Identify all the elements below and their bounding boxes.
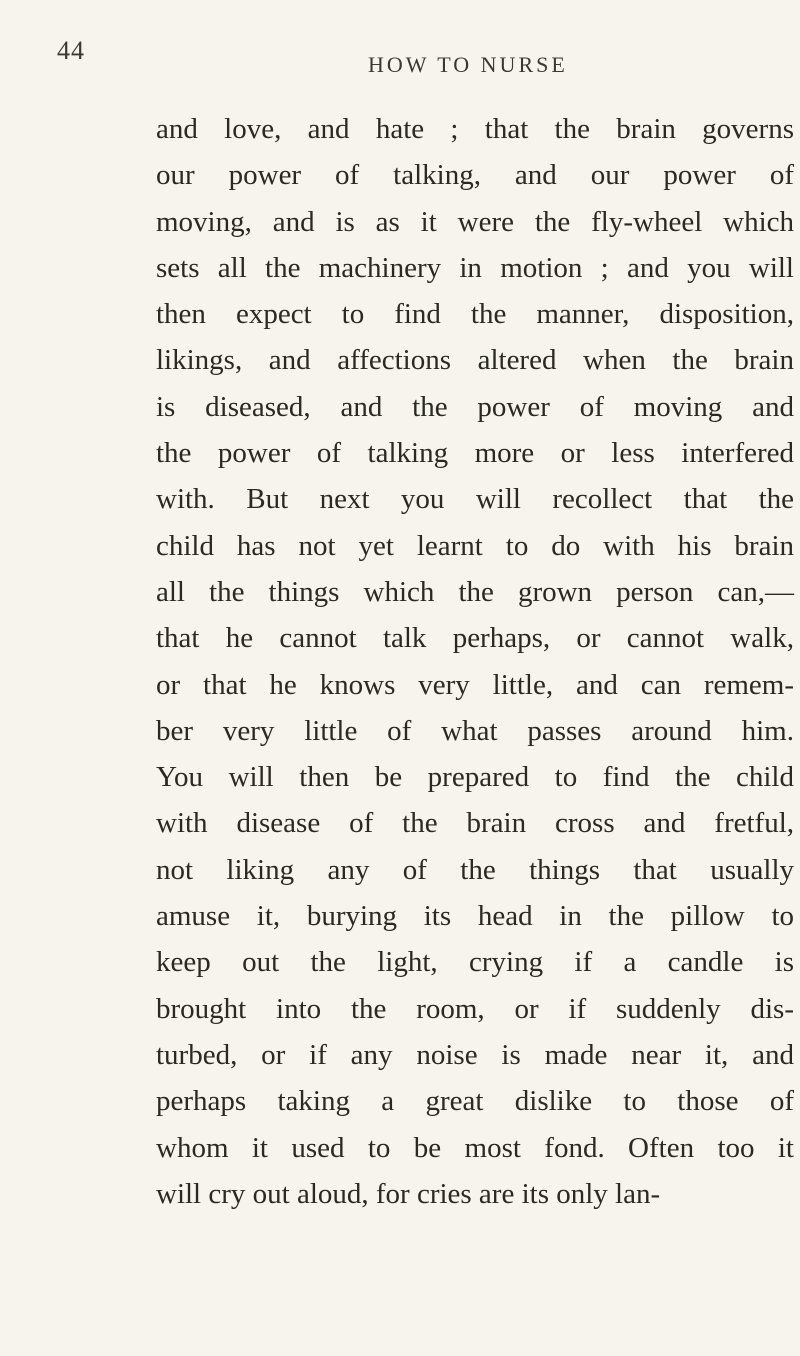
text-line: all the things which the grown person can,—	[156, 575, 794, 608]
text-line: child has not yet learnt to do with his brain	[156, 529, 794, 562]
text-line: whom it used to be most fond. Often too it	[156, 1131, 794, 1164]
text-line: the power of talking more or less interfered	[156, 437, 794, 470]
text-line: or that he knows very little, and can remem-	[156, 668, 794, 701]
text-line: You will then be prepared to find the child	[156, 761, 794, 794]
text-line: then expect to find the manner, disposition,	[156, 298, 794, 331]
text-line: and love, and hate ; that the brain governs	[156, 113, 794, 145]
text-line: moving, and is as it were the fly-wheel which	[156, 205, 794, 238]
text-line: brought into the room, or if suddenly dis-	[156, 992, 794, 1025]
text-line: our power of talking, and our power of	[156, 159, 794, 192]
page-number: 44	[57, 36, 85, 65]
text-line: not liking any of the things that usually	[156, 853, 794, 886]
body-text	[156, 106, 796, 1217]
text-line: with disease of the brain cross and fretful,	[156, 807, 794, 840]
text-line: turbed, or if any noise is made near it, and	[156, 1038, 794, 1071]
text-line: will cry out aloud, for cries are its only lan-	[156, 1177, 661, 1210]
text-line: keep out the light, crying if a candle is	[156, 946, 794, 979]
text-line: perhaps taking a great dislike to those of	[156, 1085, 794, 1118]
text-line: is diseased, and the power of moving and	[156, 390, 794, 423]
text-line: sets all the machinery in motion ; and you will	[156, 251, 794, 284]
text-line: likings, and affections altered when the brain	[156, 344, 794, 377]
text-line: amuse it, burying its head in the pillow to	[156, 900, 794, 933]
running-head: HOW TO NURSE	[368, 52, 568, 77]
text-line: that he cannot talk perhaps, or cannot walk,	[156, 622, 794, 655]
text-line: ber very little of what passes around him.	[156, 714, 794, 747]
text-line: with. But next you will recollect that the	[156, 483, 794, 516]
